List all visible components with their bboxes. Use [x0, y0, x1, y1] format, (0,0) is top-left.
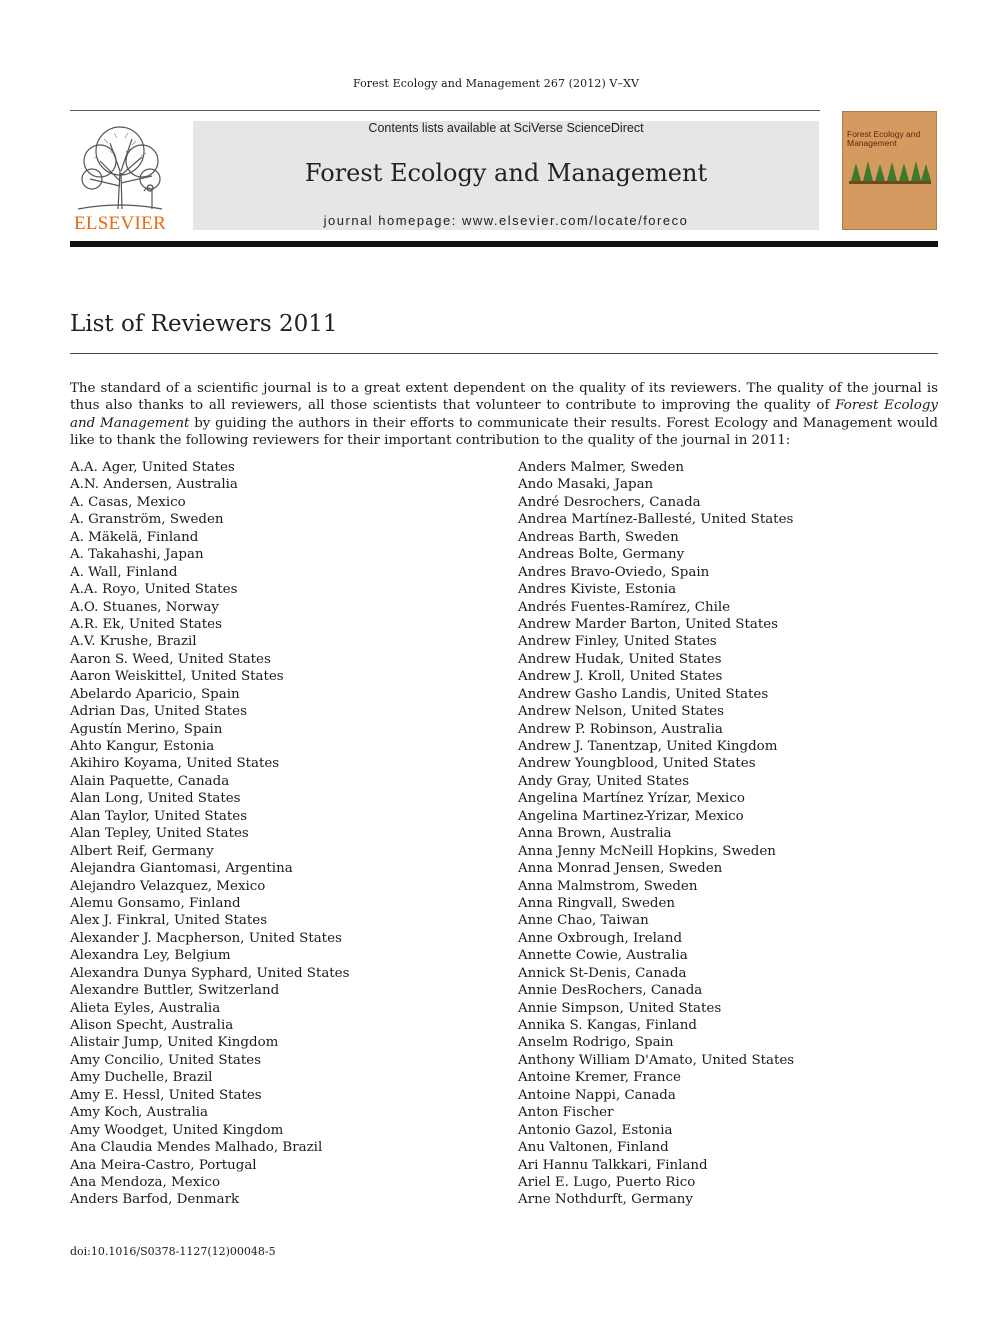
reviewer-entry: Annick St-Denis, Canada — [518, 965, 687, 981]
reviewer-entry: Ana Claudia Mendes Malhado, Brazil — [70, 1140, 323, 1156]
reviewer-entry: Ariel E. Lugo, Puerto Rico — [518, 1174, 696, 1190]
reviewer-entry: Andreas Bolte, Germany — [518, 547, 685, 563]
reviewer-entry: Andrew Gasho Landis, United States — [518, 686, 769, 702]
reviewer-entry: Akihiro Koyama, United States — [70, 756, 280, 772]
reviewer-entry: Andrew Nelson, United States — [518, 704, 724, 720]
journal-cover — [842, 111, 937, 230]
reviewer-entry: André Desrochers, Canada — [518, 494, 701, 510]
reviewer-entry: Alan Tepley, United States — [70, 826, 249, 842]
reviewer-entry: Andrew Marder Barton, United States — [518, 616, 779, 632]
reviewer-entry: Annette Cowie, Australia — [518, 948, 688, 964]
reviewer-entry: Andres Bravo-Oviedo, Spain — [518, 564, 710, 580]
reviewer-entry: Alexander J. Macpherson, United States — [70, 930, 342, 946]
reviewer-entry: Antoine Kremer, France — [518, 1070, 681, 1086]
reviewer-entry: Anna Jenny McNeill Hopkins, Sweden — [518, 843, 776, 859]
reviewer-entry: Ana Mendoza, Mexico — [70, 1174, 221, 1190]
elsevier-logo-text: ELSEVIER — [73, 213, 167, 234]
reviewer-entry: Andreas Barth, Sweden — [518, 529, 679, 545]
reviewer-entry: Anders Barfod, Denmark — [70, 1192, 240, 1208]
reviewer-entry: Anton Fischer — [518, 1105, 614, 1121]
reviewer-entry: Ari Hannu Talkkari, Finland — [518, 1157, 708, 1173]
reviewer-entry: Anselm Rodrigo, Spain — [518, 1035, 674, 1051]
reviewer-entry: Alan Long, United States — [70, 791, 241, 807]
reviewer-entry: Annika S. Kangas, Finland — [518, 1018, 697, 1033]
cover-trees-icon — [847, 157, 933, 187]
journal-title: Forest Ecology and Management — [304, 159, 708, 187]
intro-part-2: by guiding the authors in their efforts to communicate their results. Forest Ecology and Management would like to thank the following reviewers for their important contribution to the quality of the journal in 2011: — [70, 415, 938, 448]
reviewer-entry: Alemu Gonsamo, Finland — [70, 895, 241, 911]
header-thick-rule — [70, 241, 938, 247]
reviewer-entry: Anthony William D'Amato, United States — [518, 1052, 795, 1068]
journal-homepage[interactable]: journal homepage: www.elsevier.com/locate/foreco — [323, 213, 689, 228]
reviewer-entry: Anna Monrad Jensen, Sweden — [518, 861, 723, 877]
reviewer-entry: A. Wall, Finland — [70, 564, 178, 580]
cover-title: Forest Ecology and Management — [847, 129, 921, 148]
reviewer-entry: Amy Woodget, United Kingdom — [70, 1122, 284, 1138]
reviewer-entry: Ana Meira-Castro, Portugal — [70, 1157, 257, 1173]
reviewer-entry: A. Takahashi, Japan — [70, 547, 204, 563]
reviewer-entry: Ando Masaki, Japan — [518, 477, 654, 493]
reviewer-entry: Alain Paquette, Canada — [70, 773, 230, 789]
contents-line: Contents lists available at SciVerse ScienceDirect — [368, 121, 644, 135]
reviewer-entry: Andrea Martínez-Ballesté, United States — [518, 512, 794, 528]
reviewer-entry: A.R. Ek, United States — [70, 616, 222, 632]
reviewer-entry: Andrew P. Robinson, Australia — [518, 721, 723, 737]
reviewer-entry: Andrew Youngblood, United States — [518, 756, 756, 772]
reviewer-entry: Aaron S. Weed, United States — [70, 651, 271, 667]
reviewer-entry: Aaron Weiskittel, United States — [70, 669, 284, 685]
reviewer-entry: Amy Koch, Australia — [70, 1105, 209, 1121]
reviewer-entry: Alan Taylor, United States — [70, 808, 248, 824]
reviewer-entry: Annie Simpson, United States — [518, 1000, 722, 1016]
reviewer-entry: A.O. Stuanes, Norway — [70, 599, 219, 615]
reviewer-entry: A.V. Krushe, Brazil — [70, 634, 197, 650]
reviewer-entry: Andy Gray, United States — [518, 773, 690, 789]
reviewer-entry: Alex J. Finkral, United States — [70, 913, 268, 929]
reviewer-entry: Andrew Hudak, United States — [518, 651, 722, 667]
reviewer-entry: Andres Kiviste, Estonia — [518, 582, 677, 598]
reviewer-entry: A. Casas, Mexico — [70, 494, 186, 510]
reviewer-entry: Annie DesRochers, Canada — [518, 983, 703, 999]
reviewer-entry: A. Mäkelä, Finland — [70, 529, 199, 545]
reviewer-entry: Alexandre Buttler, Switzerland — [70, 983, 280, 999]
intro-paragraph — [70, 380, 938, 449]
reviewer-entry: Arne Nothdurft, Germany — [518, 1192, 694, 1208]
reviewer-entry: Alejandra Giantomasi, Argentina — [70, 861, 293, 877]
reviewer-list-left — [70, 459, 349, 1209]
intro-part-1: The standard of a scientific journal is to a great extent dependent on the quality of its reviewers. The quality of the journal is thus also thanks to all reviewers, all those scientists that volunteer to contribute to improving the quality of — [70, 381, 938, 414]
intro-journal-name: Forest Ecology and Management — [70, 398, 938, 431]
title-rule — [70, 353, 938, 354]
journal-banner — [193, 121, 819, 230]
reviewer-entry: A. Granström, Sweden — [70, 512, 224, 528]
reviewer-entry: A.A. Royo, United States — [70, 582, 238, 598]
running-head: Forest Ecology and Management 267 (2012) V–XV — [352, 77, 640, 90]
reviewer-entry: Alistair Jump, United Kingdom — [70, 1035, 279, 1051]
reviewer-entry: Alexandra Dunya Syphard, United States — [70, 965, 350, 981]
reviewer-entry: Amy Duchelle, Brazil — [70, 1070, 213, 1086]
reviewer-entry: Anu Valtonen, Finland — [518, 1140, 669, 1156]
reviewer-entry: Amy E. Hessl, United States — [70, 1087, 262, 1103]
doi[interactable]: doi:10.1016/S0378-1127(12)00048-5 — [70, 1245, 276, 1258]
article-title: List of Reviewers 2011 — [70, 311, 338, 337]
reviewer-entry: Albert Reif, Germany — [70, 843, 214, 859]
reviewer-entry: Andrew J. Tanentzap, United Kingdom — [518, 739, 778, 754]
reviewer-entry: Anne Oxbrough, Ireland — [518, 930, 683, 946]
reviewer-entry: Alison Specht, Australia — [70, 1018, 234, 1033]
reviewer-entry: Anna Ringvall, Sweden — [518, 895, 676, 911]
top-rule — [70, 110, 820, 111]
reviewer-entry: Anne Chao, Taiwan — [518, 913, 649, 929]
reviewer-entry: Agustín Merino, Spain — [70, 721, 223, 737]
reviewer-list-right — [518, 459, 794, 1209]
reviewer-entry: Amy Concilio, United States — [70, 1052, 262, 1068]
reviewer-entry: Anna Malmstrom, Sweden — [518, 878, 698, 894]
reviewer-entry: Alieta Eyles, Australia — [70, 1000, 221, 1016]
reviewer-entry: A.A. Ager, United States — [70, 460, 235, 475]
reviewer-entry: A.N. Andersen, Australia — [70, 477, 238, 493]
reviewer-entry: Andrés Fuentes-Ramírez, Chile — [518, 599, 731, 615]
reviewer-entry: Antoine Nappi, Canada — [518, 1087, 676, 1103]
reviewer-entry: Abelardo Aparicio, Spain — [70, 686, 240, 702]
reviewer-entry: Ahto Kangur, Estonia — [70, 739, 215, 754]
reviewer-entry: Angelina Martinez-Yrizar, Mexico — [518, 808, 744, 824]
reviewer-entry: Anders Malmer, Sweden — [518, 460, 685, 475]
reviewer-entry: Antonio Gazol, Estonia — [518, 1122, 673, 1138]
reviewer-entry: Alejandro Velazquez, Mexico — [70, 878, 266, 894]
reviewer-entry: Andrew J. Kroll, United States — [518, 669, 723, 685]
reviewer-entry: Adrian Das, United States — [70, 704, 247, 720]
reviewer-entry: Alexandra Ley, Belgium — [70, 948, 231, 964]
reviewer-entry: Angelina Martínez Yrízar, Mexico — [518, 791, 745, 807]
reviewer-entry: Andrew Finley, United States — [518, 634, 717, 650]
reviewer-entry: Anna Brown, Australia — [518, 826, 672, 842]
